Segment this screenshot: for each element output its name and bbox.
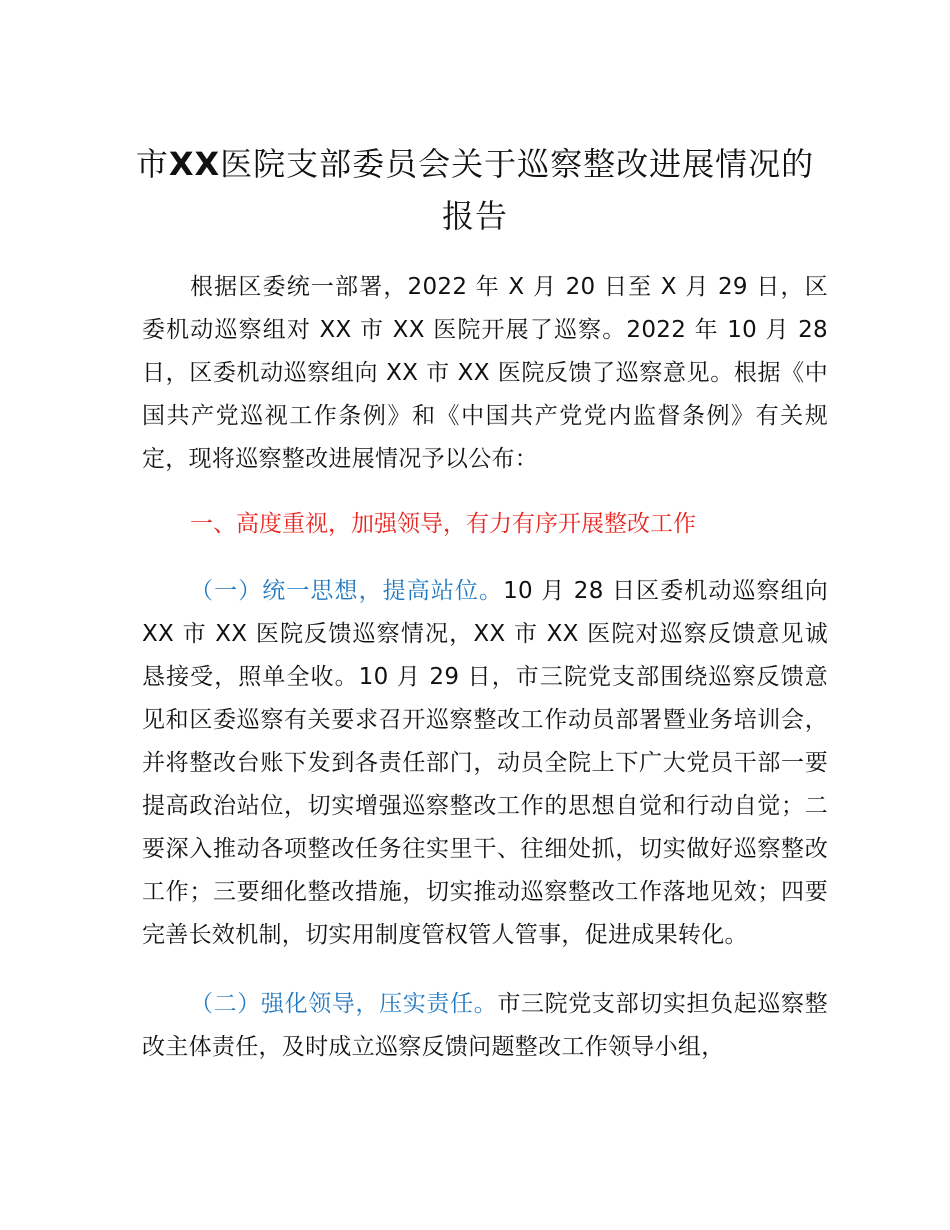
subsection-paragraph-2 bbox=[142, 983, 828, 1069]
spacer bbox=[142, 481, 828, 503]
section-heading-1: 一、高度重视，加强领导，有力有序开展整改工作 bbox=[190, 511, 696, 537]
subsection-body-1: 10 月 28 日区委机动巡察组向 XX 市 XX 医院反馈巡察情况，XX 市 XX 医院对巡察反馈意见诚恳接受，照单全收。10 月 29 日，市三院党支部围绕巡察反馈意见和区委巡察有关要求召开巡察整改工作动员部署暨业务培训会，并将整改台账下发到各责任部门，动员全院上下广大党员干部一要提高政治站位，切实增强巡察整改工作的思想自觉和行动自觉；二要深入推动各项整改任务往实里干、往细处抓，切实做好巡察整改工作；三要细化整改措施，切实推动巡察整改工作落地见效；四要完善长效机制，切实用制度管权管人管事，促进成果转化。 bbox=[142, 578, 828, 948]
report-body bbox=[142, 266, 828, 1069]
title-suffix: 医院支部委员会关于巡察整改进展情况的报告 bbox=[220, 145, 815, 235]
title-bold-xx: XX bbox=[168, 145, 221, 183]
intro-paragraph: 根据区委统一部署，2022 年 X 月 20 日至 X 月 29 日，区委机动巡察组对 XX 市 XX 医院开展了巡察。2022 年 10 月 28 日，区委机动巡察组向 XX 市 XX 医院反馈了巡察意见。根据《中国共产党巡视工作条例》和《中国共产党党内监督条例》有关规定，现将巡察整改进展情况予以公布： bbox=[142, 274, 828, 472]
title-prefix: 市 bbox=[135, 145, 169, 183]
spacer bbox=[142, 957, 828, 983]
page-title bbox=[120, 138, 830, 242]
subsection-heading-2: （二）强化领导，压实责任。 bbox=[190, 991, 498, 1017]
subsection-body-2: 市三院党支部切实担负起巡察整改主体责任，及时成立巡察反馈问题整改工作领导小组， bbox=[142, 991, 829, 1060]
spacer bbox=[142, 546, 828, 570]
subsection-heading-1: （一）统一思想，提高站位。 bbox=[190, 578, 504, 604]
subsection-paragraph-1 bbox=[142, 570, 828, 957]
